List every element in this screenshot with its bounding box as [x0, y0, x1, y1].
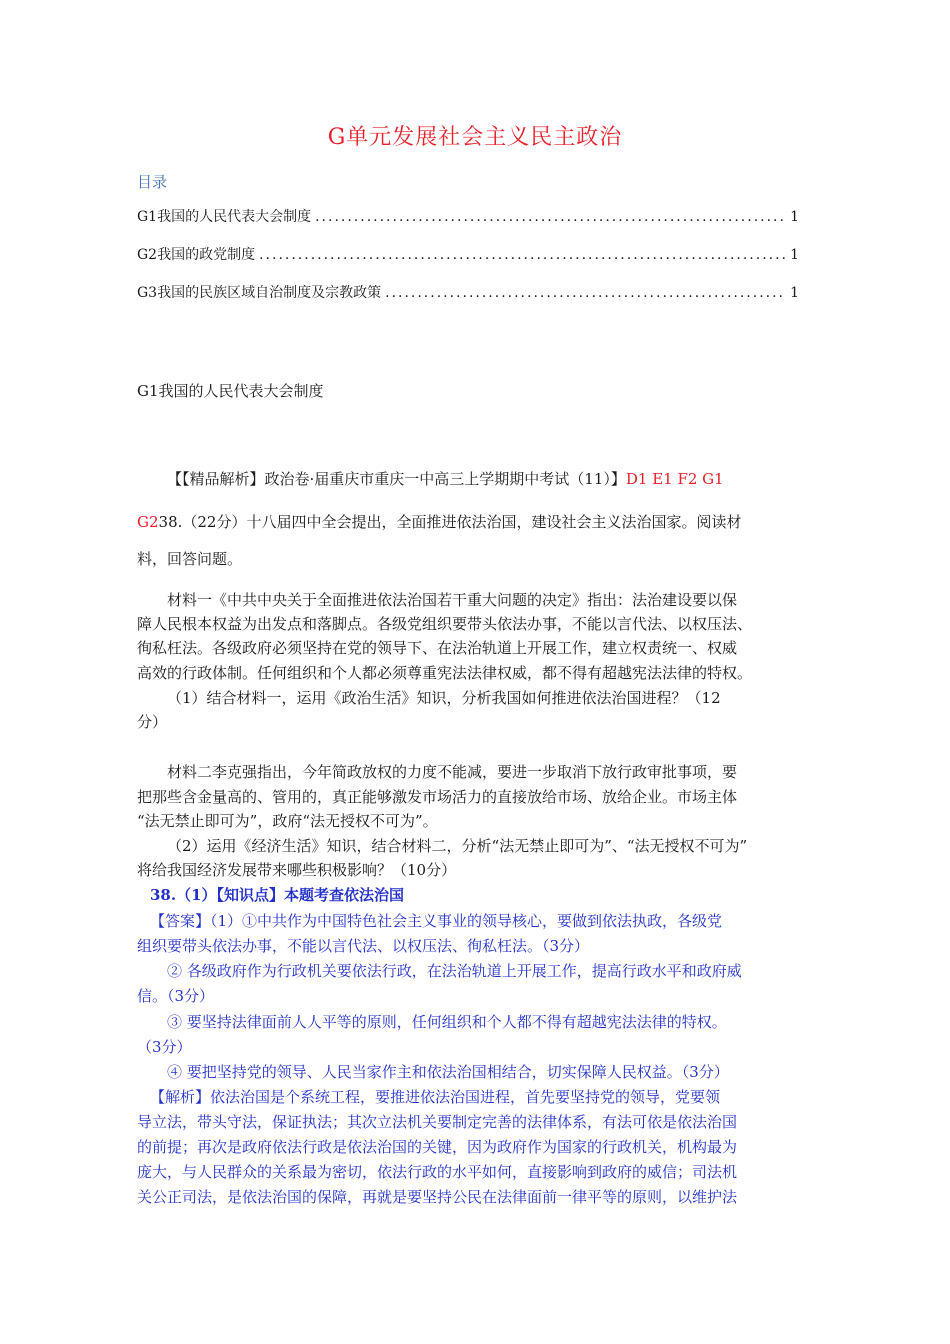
sub-question: （1）结合材料一，运用《政治生活》知识，分析我国如何推进依法治国进程？（12	[167, 689, 721, 707]
knowledge-point: 38.（1）【知识点】本题考查依法治国	[150, 886, 405, 904]
source-codes-continued: G2	[137, 513, 159, 531]
toc-leader-dots	[385, 285, 786, 301]
answer-line: ④ 要把坚持党的领导、人民当家作主和依法治国相结合，切实保障人民权益。（3分）	[167, 1063, 729, 1081]
source-line	[167, 467, 724, 491]
toc-leader-dots	[259, 247, 786, 263]
answer-line: （3分）	[137, 1038, 192, 1056]
toc-item-page: 1	[790, 209, 799, 225]
question-line	[137, 510, 741, 534]
question-line: 料，回答问题。	[137, 550, 243, 568]
sub-question: 将给我国经济发展带来哪些积极影响？（10分）	[137, 861, 457, 879]
toc-item-page: 1	[790, 285, 799, 301]
material-line: 障人民根本权益为出发点和落脚点。各级党组织要带头依法办事，不能以言代法、以权压法、	[137, 615, 753, 633]
sub-question: （2）运用《经济生活》知识，结合材料二，分析“法无禁止即可为”、“法无授权不可为”	[167, 837, 748, 855]
answer-line: 【答案】（1）①中共作为中国特色社会主义事业的领导核心，要做到依法执政，各级党	[150, 912, 723, 930]
sub-question: 分）	[137, 713, 168, 731]
material-line: 材料一《中共中央关于全面推进依法治国若干重大问题的决定》指出：法治建设要以保	[167, 591, 738, 609]
toc-item[interactable]	[137, 206, 799, 226]
source-codes: D1 E1 F2 G1	[625, 470, 724, 488]
toc-item-page: 1	[790, 247, 799, 263]
toc-item-label: G1我国的人民代表大会制度	[137, 209, 312, 225]
question-text: 38.（22分）十八届四中全会提出，全面推进依法治国，建设社会主义法治国家。阅读材	[158, 513, 742, 531]
toc-item[interactable]	[137, 282, 799, 302]
answer-line: 信。（3分）	[137, 987, 215, 1005]
analysis-line: 导立法，带头守法，保证执法；其次立法机关要制定完善的法律体系，有法可依是依法治国	[137, 1113, 738, 1131]
answer-line: 组织要带头依法办事，不能以言代法、以权压法、徇私枉法。（3分）	[137, 937, 590, 955]
analysis-line: 【解析】依法治国是个系统工程，要推进依法治国进程，首先要坚持党的领导，党要领	[150, 1088, 721, 1106]
toc-heading: 目录	[137, 173, 168, 191]
material-line: 材料二李克强指出，今年简政放权的力度不能减，要进一步取消下放行政审批事项，要	[167, 763, 738, 781]
material-line: 把那些含金量高的、管用的，真正能够激发市场活力的直接放给市场、放给企业。市场主体	[137, 788, 738, 806]
source-text: 【【精品解析】政治卷·届重庆市重庆一中高三上学期期中考试（11）】	[167, 470, 626, 488]
material-line: 高效的行政体制。任何组织和个人都必须尊重宪法法律权威，都不得有超越宪法法律的特权。	[137, 664, 753, 682]
analysis-line: 关公正司法，是依法治国的保障，再就是要坚持公民在法律面前一律平等的原则，以维护法	[137, 1188, 738, 1206]
toc-item[interactable]	[137, 244, 799, 264]
analysis-line: 的前提；再次是政府依法行政是依法治国的关键，因为政府作为国家的行政机关，机构最为	[137, 1138, 738, 1156]
material-line: “法无禁止即可为”，政府“法无授权不可为”。	[137, 812, 438, 830]
material-line: 徇私枉法。各级政府必须坚持在党的领导下、在法治轨道上开展工作，建立权责统一、权威	[137, 639, 738, 657]
document-title: G单元发展社会主义民主政治	[327, 125, 623, 150]
answer-line: ③ 要坚持法律面前人人平等的原则，任何组织和个人都不得有超越宪法法律的特权。	[167, 1013, 727, 1031]
toc-item-label: G3我国的民族区域自治制度及宗教政策	[137, 285, 382, 301]
toc-item-label: G2我国的政党制度	[137, 247, 256, 263]
analysis-line: 庞大，与人民群众的关系最为密切，依法行政的水平如何，直接影响到政府的威信；司法机	[137, 1163, 738, 1181]
toc-leader-dots	[315, 209, 786, 225]
answer-line: ② 各级政府作为行政机关要依法行政，在法治轨道上开展工作，提高行政水平和政府威	[167, 962, 742, 980]
section-heading: G1我国的人民代表大会制度	[137, 382, 324, 400]
